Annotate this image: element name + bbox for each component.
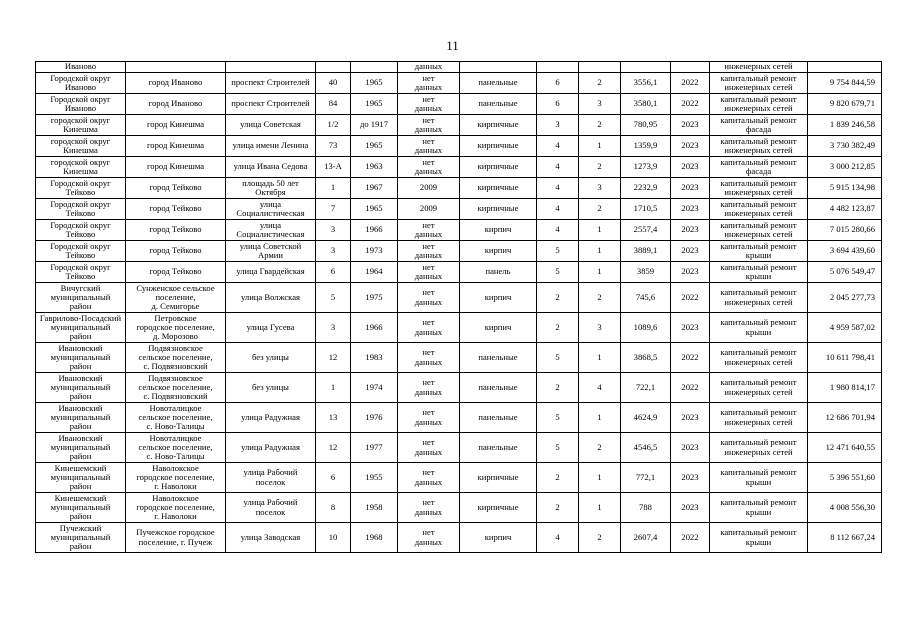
cell-renovation-year: данных (398, 62, 460, 73)
cell-cost: 9 820 679,71 (808, 94, 882, 115)
cell-work-type: капитальный ремонт инженерных сетей (710, 283, 808, 313)
cell-entrances: 2 (579, 73, 621, 94)
cell-house-number: 3 (316, 313, 351, 343)
cell-renovation-year: нет данных (398, 373, 460, 403)
cell-municipality: Городской округ Тейково (36, 241, 126, 262)
cell-floors: 5 (537, 241, 579, 262)
cell-cost: 12 471 640,55 (808, 433, 882, 463)
cell-renovation-year: нет данных (398, 262, 460, 283)
cell-municipality: Городской округ Тейково (36, 178, 126, 199)
cell-build-year: 1966 (351, 220, 398, 241)
cell-renovation-year: нет данных (398, 343, 460, 373)
cell-work-type: капитальный ремонт инженерных сетей (710, 178, 808, 199)
cell-repair-year: 2023 (671, 115, 710, 136)
cell-work-type: капитальный ремонт крыши (710, 241, 808, 262)
table-row (36, 463, 882, 493)
cell-area: 1359,9 (621, 136, 671, 157)
cell-work-type: капитальный ремонт фасада (710, 157, 808, 178)
cell-settlement: Наволокское городское поселение, г. Наволоки (126, 493, 226, 523)
cell-area: 722,1 (621, 373, 671, 403)
cell-house-number (316, 62, 351, 73)
cell-house-number: 84 (316, 94, 351, 115)
cell-renovation-year: нет данных (398, 523, 460, 553)
cell-floors: 5 (537, 343, 579, 373)
cell-street: улица Советской Армии (226, 241, 316, 262)
cell-area: 780,95 (621, 115, 671, 136)
cell-area: 1089,6 (621, 313, 671, 343)
cell-area: 1273,9 (621, 157, 671, 178)
cell-floors: 6 (537, 73, 579, 94)
cell-renovation-year: 2009 (398, 178, 460, 199)
cell-wall-material: панельные (460, 343, 537, 373)
cell-house-number: 13-А (316, 157, 351, 178)
cell-build-year: 1963 (351, 157, 398, 178)
cell-wall-material: панельные (460, 433, 537, 463)
cell-build-year: 1974 (351, 373, 398, 403)
cell-entrances: 1 (579, 262, 621, 283)
cell-entrances: 2 (579, 283, 621, 313)
cell-renovation-year: нет данных (398, 73, 460, 94)
cell-cost: 2 045 277,73 (808, 283, 882, 313)
cell-cost: 4 008 556,30 (808, 493, 882, 523)
cell-area: 3556,1 (621, 73, 671, 94)
cell-municipality: городской округ Кинешма (36, 136, 126, 157)
cell-wall-material: кирпичные (460, 115, 537, 136)
cell-entrances: 2 (579, 115, 621, 136)
cell-settlement: Новоталицкое сельское поселение, с. Ново-Талицы (126, 403, 226, 433)
cell-build-year: 1967 (351, 178, 398, 199)
table-row (36, 283, 882, 313)
cell-area: 3859 (621, 262, 671, 283)
cell-renovation-year: нет данных (398, 463, 460, 493)
cell-street: проспект Строителей (226, 73, 316, 94)
cell-floors: 2 (537, 313, 579, 343)
cell-repair-year: 2022 (671, 94, 710, 115)
cell-street: улица Радужная (226, 403, 316, 433)
cell-repair-year: 2023 (671, 199, 710, 220)
cell-work-type: капитальный ремонт крыши (710, 493, 808, 523)
cell-floors (537, 62, 579, 73)
cell-municipality: городской округ Кинешма (36, 115, 126, 136)
cell-settlement: город Кинешма (126, 136, 226, 157)
cell-area: 4624,9 (621, 403, 671, 433)
cell-area: 2232,9 (621, 178, 671, 199)
cell-street: улица Гусева (226, 313, 316, 343)
cell-floors: 4 (537, 523, 579, 553)
cell-settlement: город Тейково (126, 220, 226, 241)
cell-settlement: Подвязновское сельское поселение, с. Подвязновский (126, 343, 226, 373)
cell-area (621, 62, 671, 73)
cell-settlement: Пучежское городское поселение, г. Пучеж (126, 523, 226, 553)
cell-cost: 3 694 439,60 (808, 241, 882, 262)
cell-build-year: 1975 (351, 283, 398, 313)
cell-work-type: капитальный ремонт инженерных сетей (710, 73, 808, 94)
cell-floors: 2 (537, 493, 579, 523)
cell-cost: 8 112 667,24 (808, 523, 882, 553)
cell-repair-year: 2023 (671, 262, 710, 283)
cell-wall-material: кирпичные (460, 463, 537, 493)
cell-house-number: 6 (316, 262, 351, 283)
cell-street: улица имени Ленина (226, 136, 316, 157)
cell-municipality: Пучежский муниципальный район (36, 523, 126, 553)
cell-area: 745,6 (621, 283, 671, 313)
cell-wall-material: кирпич (460, 241, 537, 262)
cell-entrances: 1 (579, 343, 621, 373)
cell-municipality: Вичугский муниципальный район (36, 283, 126, 313)
page-number: 11 (446, 38, 459, 53)
cell-house-number: 6 (316, 463, 351, 493)
housing-repair-table (35, 61, 882, 553)
cell-settlement: Подвязновское сельское поселение, с. Подвязновский (126, 373, 226, 403)
cell-repair-year: 2023 (671, 157, 710, 178)
cell-build-year: 1965 (351, 73, 398, 94)
table-row (36, 94, 882, 115)
cell-municipality: Ивановский муниципальный район (36, 433, 126, 463)
cell-house-number: 40 (316, 73, 351, 94)
cell-area: 2607,4 (621, 523, 671, 553)
cell-build-year: 1976 (351, 403, 398, 433)
cell-entrances: 3 (579, 94, 621, 115)
cell-house-number: 10 (316, 523, 351, 553)
cell-settlement: город Иваново (126, 73, 226, 94)
cell-renovation-year: 2009 (398, 199, 460, 220)
cell-cost: 9 754 844,59 (808, 73, 882, 94)
cell-work-type: инженерных сетей (710, 62, 808, 73)
cell-settlement: город Кинешма (126, 157, 226, 178)
cell-municipality: Кинешемский муниципальный район (36, 463, 126, 493)
cell-street: улица Ивана Седова (226, 157, 316, 178)
cell-entrances: 1 (579, 493, 621, 523)
cell-floors: 4 (537, 199, 579, 220)
cell-build-year: 1966 (351, 313, 398, 343)
cell-settlement (126, 62, 226, 73)
cell-build-year: 1965 (351, 136, 398, 157)
cell-work-type: капитальный ремонт инженерных сетей (710, 136, 808, 157)
cell-floors: 2 (537, 283, 579, 313)
table-row (36, 136, 882, 157)
cell-renovation-year: нет данных (398, 157, 460, 178)
cell-wall-material: кирпичные (460, 493, 537, 523)
cell-repair-year: 2023 (671, 241, 710, 262)
cell-build-year: 1965 (351, 94, 398, 115)
table-row (36, 373, 882, 403)
cell-house-number: 8 (316, 493, 351, 523)
cell-repair-year: 2023 (671, 463, 710, 493)
cell-municipality: городской округ Кинешма (36, 157, 126, 178)
cell-wall-material: кирпичные (460, 136, 537, 157)
cell-municipality: Городской округ Тейково (36, 262, 126, 283)
cell-wall-material: панельные (460, 94, 537, 115)
cell-entrances: 4 (579, 373, 621, 403)
cell-wall-material: кирпичные (460, 157, 537, 178)
cell-renovation-year: нет данных (398, 493, 460, 523)
cell-wall-material: кирпич (460, 283, 537, 313)
cell-area: 1710,5 (621, 199, 671, 220)
cell-area: 788 (621, 493, 671, 523)
cell-cost: 7 015 280,66 (808, 220, 882, 241)
cell-municipality: Городской округ Тейково (36, 220, 126, 241)
cell-work-type: капитальный ремонт инженерных сетей (710, 220, 808, 241)
cell-street: улица Социалистическая (226, 199, 316, 220)
cell-municipality: Ивановский муниципальный район (36, 343, 126, 373)
cell-wall-material (460, 62, 537, 73)
cell-repair-year: 2023 (671, 220, 710, 241)
cell-wall-material: панельные (460, 373, 537, 403)
cell-cost: 3 730 382,49 (808, 136, 882, 157)
cell-cost: 4 959 587,02 (808, 313, 882, 343)
table-row (36, 262, 882, 283)
cell-municipality: Кинешемский муниципальный район (36, 493, 126, 523)
table-row (36, 493, 882, 523)
cell-work-type: капитальный ремонт инженерных сетей (710, 433, 808, 463)
cell-house-number: 3 (316, 241, 351, 262)
table-row (36, 157, 882, 178)
cell-build-year: 1955 (351, 463, 398, 493)
cell-municipality: Ивановский муниципальный район (36, 373, 126, 403)
cell-house-number: 73 (316, 136, 351, 157)
cell-cost: 5 915 134,98 (808, 178, 882, 199)
cell-house-number: 12 (316, 433, 351, 463)
cell-municipality: Городской округ Иваново (36, 94, 126, 115)
cell-entrances: 3 (579, 313, 621, 343)
cell-area: 772,1 (621, 463, 671, 493)
cell-repair-year: 2022 (671, 523, 710, 553)
cell-floors: 4 (537, 178, 579, 199)
cell-street: улица Гвардейская (226, 262, 316, 283)
cell-floors: 5 (537, 262, 579, 283)
cell-street: площадь 50 лет Октября (226, 178, 316, 199)
cell-area: 3889,1 (621, 241, 671, 262)
cell-entrances: 2 (579, 433, 621, 463)
cell-street: улица Рабочий поселок (226, 493, 316, 523)
cell-work-type: капитальный ремонт инженерных сетей (710, 94, 808, 115)
cell-settlement: город Иваново (126, 94, 226, 115)
cell-cost: 5 076 549,47 (808, 262, 882, 283)
cell-entrances: 1 (579, 463, 621, 493)
cell-renovation-year: нет данных (398, 115, 460, 136)
cell-build-year: 1983 (351, 343, 398, 373)
cell-repair-year: 2022 (671, 283, 710, 313)
cell-repair-year: 2022 (671, 373, 710, 403)
cell-work-type: капитальный ремонт фасада (710, 115, 808, 136)
cell-cost: 5 396 551,60 (808, 463, 882, 493)
cell-work-type: капитальный ремонт крыши (710, 523, 808, 553)
cell-street: проспект Строителей (226, 94, 316, 115)
cell-floors: 4 (537, 157, 579, 178)
cell-settlement: Петровское городское поселение, д. Морозово (126, 313, 226, 343)
cell-build-year: 1965 (351, 199, 398, 220)
cell-work-type: капитальный ремонт инженерных сетей (710, 343, 808, 373)
cell-floors: 2 (537, 463, 579, 493)
cell-floors: 2 (537, 373, 579, 403)
cell-settlement: Новоталицкое сельское поселение, с. Ново-Талицы (126, 433, 226, 463)
cell-cost: 10 611 798,41 (808, 343, 882, 373)
table-row (36, 115, 882, 136)
cell-floors: 4 (537, 220, 579, 241)
cell-street (226, 62, 316, 73)
cell-work-type: капитальный ремонт инженерных сетей (710, 199, 808, 220)
cell-repair-year: 2023 (671, 178, 710, 199)
cell-wall-material: кирпич (460, 523, 537, 553)
cell-settlement: Наволокское городское поселение, г. Наволоки (126, 463, 226, 493)
cell-floors: 5 (537, 403, 579, 433)
cell-cost: 3 000 212,85 (808, 157, 882, 178)
cell-wall-material: панельные (460, 73, 537, 94)
cell-entrances: 1 (579, 220, 621, 241)
cell-repair-year: 2022 (671, 73, 710, 94)
cell-entrances: 1 (579, 136, 621, 157)
cell-area: 2557,4 (621, 220, 671, 241)
table-row (36, 241, 882, 262)
cell-work-type: капитальный ремонт крыши (710, 262, 808, 283)
cell-street: улица Заводская (226, 523, 316, 553)
cell-cost: 12 686 701,94 (808, 403, 882, 433)
cell-entrances: 2 (579, 157, 621, 178)
cell-renovation-year: нет данных (398, 241, 460, 262)
cell-cost: 4 482 123,87 (808, 199, 882, 220)
cell-repair-year (671, 62, 710, 73)
cell-renovation-year: нет данных (398, 433, 460, 463)
cell-floors: 5 (537, 433, 579, 463)
cell-wall-material: панельные (460, 403, 537, 433)
cell-repair-year: 2023 (671, 136, 710, 157)
cell-entrances: 1 (579, 403, 621, 433)
table-row (36, 73, 882, 94)
cell-house-number: 7 (316, 199, 351, 220)
cell-renovation-year: нет данных (398, 94, 460, 115)
cell-wall-material: кирпичные (460, 199, 537, 220)
table-row (36, 220, 882, 241)
cell-floors: 4 (537, 136, 579, 157)
cell-settlement: Сунженское сельское поселение, д. Семигорье (126, 283, 226, 313)
cell-renovation-year: нет данных (398, 313, 460, 343)
cell-entrances: 2 (579, 523, 621, 553)
cell-area: 3868,5 (621, 343, 671, 373)
cell-build-year: 1973 (351, 241, 398, 262)
cell-wall-material: панель (460, 262, 537, 283)
cell-street: улица Советская (226, 115, 316, 136)
cell-entrances: 3 (579, 178, 621, 199)
cell-floors: 3 (537, 115, 579, 136)
cell-wall-material: кирпич (460, 313, 537, 343)
cell-renovation-year: нет данных (398, 403, 460, 433)
cell-repair-year: 2023 (671, 433, 710, 463)
cell-entrances: 2 (579, 199, 621, 220)
cell-street: улица Волжская (226, 283, 316, 313)
cell-street: улица Социалистическая (226, 220, 316, 241)
cell-repair-year: 2022 (671, 343, 710, 373)
cell-municipality: Гаврилово-Посадский муниципальный район (36, 313, 126, 343)
cell-house-number: 3 (316, 220, 351, 241)
cell-settlement: город Тейково (126, 241, 226, 262)
cell-house-number: 5 (316, 283, 351, 313)
cell-municipality: Ивановский муниципальный район (36, 403, 126, 433)
cell-wall-material: кирпичные (460, 178, 537, 199)
cell-build-year: 1958 (351, 493, 398, 523)
table-row (36, 313, 882, 343)
cell-cost (808, 62, 882, 73)
cell-work-type: капитальный ремонт инженерных сетей (710, 373, 808, 403)
cell-area: 3580,1 (621, 94, 671, 115)
cell-municipality: Иваново (36, 62, 126, 73)
cell-house-number: 1 (316, 373, 351, 403)
cell-cost: 1 839 246,58 (808, 115, 882, 136)
cell-wall-material: кирпич (460, 220, 537, 241)
table-row (36, 178, 882, 199)
cell-house-number: 13 (316, 403, 351, 433)
cell-work-type: капитальный ремонт крыши (710, 463, 808, 493)
cell-repair-year: 2023 (671, 313, 710, 343)
cell-settlement: город Тейково (126, 199, 226, 220)
cell-repair-year: 2023 (671, 403, 710, 433)
cell-build-year (351, 62, 398, 73)
cell-street: улица Рабочий поселок (226, 463, 316, 493)
cell-settlement: город Кинешма (126, 115, 226, 136)
cell-repair-year: 2023 (671, 493, 710, 523)
cell-renovation-year: нет данных (398, 220, 460, 241)
cell-settlement: город Тейково (126, 178, 226, 199)
cell-house-number: 1/2 (316, 115, 351, 136)
cell-build-year: 1964 (351, 262, 398, 283)
cell-entrances (579, 62, 621, 73)
cell-renovation-year: нет данных (398, 136, 460, 157)
cell-renovation-year: нет данных (398, 283, 460, 313)
cell-house-number: 1 (316, 178, 351, 199)
table-row (36, 433, 882, 463)
cell-work-type: капитальный ремонт крыши (710, 313, 808, 343)
cell-floors: 6 (537, 94, 579, 115)
cell-settlement: город Тейково (126, 262, 226, 283)
table-row (36, 343, 882, 373)
cell-municipality: Городской округ Иваново (36, 73, 126, 94)
cell-cost: 1 980 814,17 (808, 373, 882, 403)
cell-street: без улицы (226, 373, 316, 403)
table-row (36, 62, 882, 73)
cell-work-type: капитальный ремонт инженерных сетей (710, 403, 808, 433)
cell-municipality: Городской округ Тейково (36, 199, 126, 220)
table-row (36, 199, 882, 220)
cell-entrances: 1 (579, 241, 621, 262)
cell-build-year: 1968 (351, 523, 398, 553)
cell-street: без улицы (226, 343, 316, 373)
table-row (36, 403, 882, 433)
cell-house-number: 12 (316, 343, 351, 373)
cell-build-year: 1977 (351, 433, 398, 463)
table-row (36, 523, 882, 553)
cell-street: улица Радужная (226, 433, 316, 463)
cell-area: 4546,5 (621, 433, 671, 463)
cell-build-year: до 1917 (351, 115, 398, 136)
